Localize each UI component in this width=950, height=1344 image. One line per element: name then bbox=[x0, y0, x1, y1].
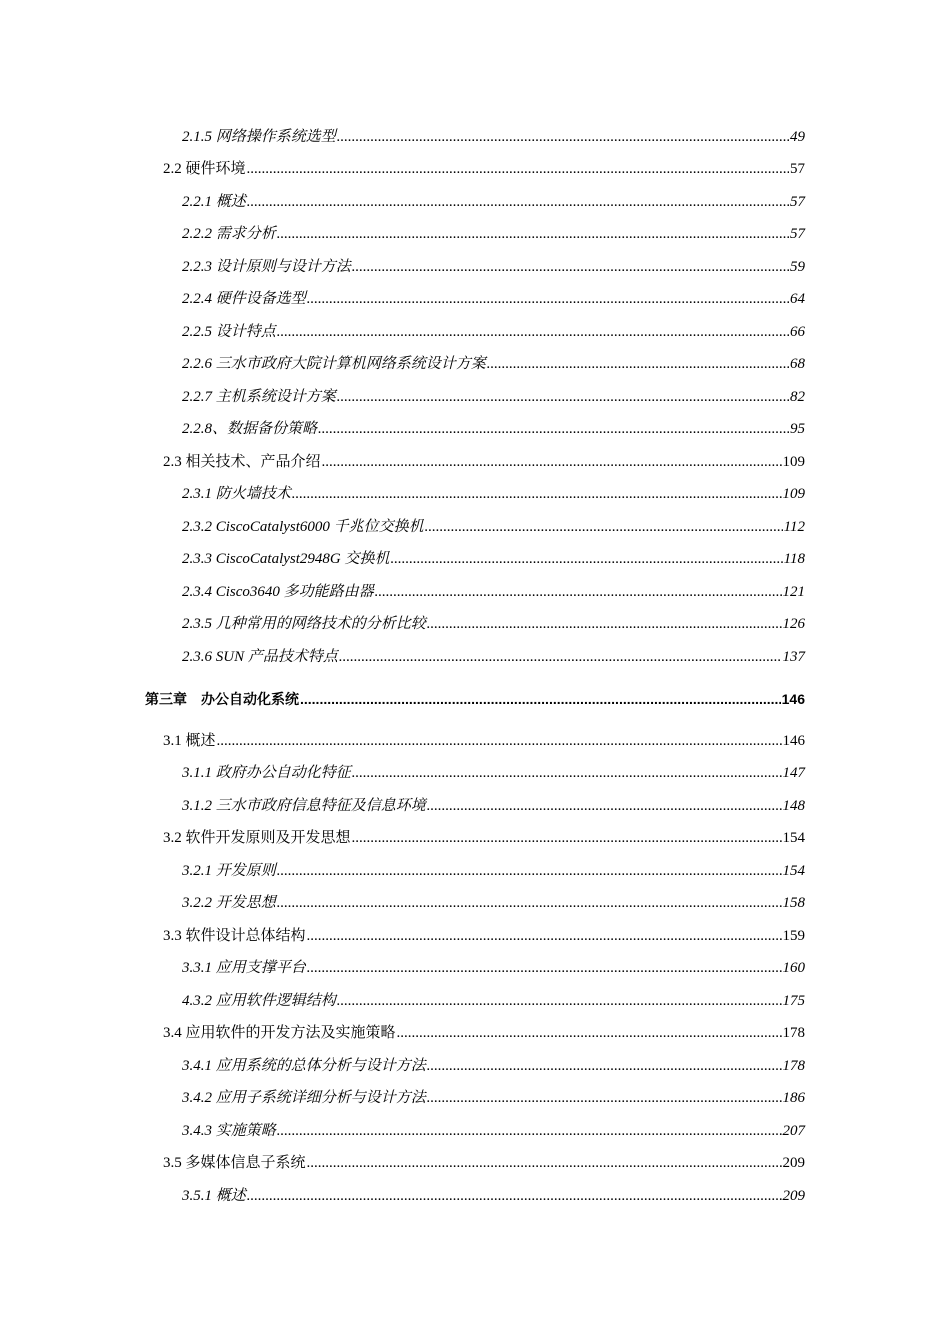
toc-entry[interactable] bbox=[182, 484, 805, 504]
toc-entry[interactable] bbox=[182, 387, 805, 407]
toc-entry-title: 2.3.4 Cisco3640 多功能路由器 bbox=[182, 584, 374, 600]
toc-entry[interactable] bbox=[182, 614, 805, 634]
toc-entry[interactable] bbox=[163, 926, 805, 946]
toc-dot-leader bbox=[322, 452, 782, 472]
toc-entry[interactable] bbox=[182, 1056, 805, 1076]
toc-entry-title: 3.4.1 应用系统的总体分析与设计方法 bbox=[182, 1058, 426, 1074]
toc-entry[interactable] bbox=[163, 159, 805, 179]
toc-entry-page: 68 bbox=[790, 356, 805, 372]
toc-entry-title: 2.2.4 硬件设备选型 bbox=[182, 291, 306, 307]
toc-dot-leader bbox=[352, 828, 782, 848]
toc-entry-title: 3.4 应用软件的开发方法及实施策略 bbox=[163, 1025, 396, 1041]
toc-dot-leader bbox=[307, 289, 789, 309]
toc-entry[interactable] bbox=[182, 192, 805, 212]
toc-entry-title: 3.3.1 应用支撑平台 bbox=[182, 960, 306, 976]
toc-dot-leader bbox=[247, 159, 789, 179]
toc-entry-title: 2.3.6 SUN 产品技术特点 bbox=[182, 649, 338, 665]
toc-entry-title: 2.2.5 设计特点 bbox=[182, 324, 276, 340]
toc-dot-leader bbox=[375, 582, 782, 602]
toc-entry[interactable] bbox=[182, 419, 805, 439]
toc-dot-leader bbox=[427, 614, 782, 634]
toc-dot-leader bbox=[339, 647, 782, 667]
toc-entry[interactable] bbox=[182, 1121, 805, 1141]
toc-entry[interactable] bbox=[182, 958, 805, 978]
toc-dot-leader bbox=[427, 796, 782, 816]
toc-entry-title: 2.2.3 设计原则与设计方法 bbox=[182, 259, 351, 275]
toc-entry-title: 3.1.1 政府办公自动化特征 bbox=[182, 765, 351, 781]
toc-entry-page: 159 bbox=[782, 928, 805, 944]
toc-entry-page: 178 bbox=[782, 1025, 805, 1041]
toc-entry-page: 137 bbox=[782, 649, 805, 665]
toc-dot-leader bbox=[277, 893, 782, 913]
toc-dot-leader bbox=[277, 1121, 782, 1141]
toc-entry-title: 2.3.1 防火墙技术 bbox=[182, 486, 291, 502]
toc-entry[interactable] bbox=[182, 127, 805, 147]
toc-entry-page: 147 bbox=[782, 765, 805, 781]
toc-entry-page: 57 bbox=[790, 194, 805, 210]
toc-dot-leader bbox=[397, 1023, 782, 1043]
toc-entry[interactable] bbox=[163, 452, 805, 472]
toc-entry[interactable] bbox=[182, 322, 805, 342]
toc-entry-page: 126 bbox=[782, 616, 805, 632]
toc-entry-title: 2.3.3 CiscoCatalyst2948G 交换机 bbox=[182, 551, 390, 567]
toc-entry-page: 186 bbox=[782, 1090, 805, 1106]
toc-entry[interactable] bbox=[182, 257, 805, 277]
toc-dot-leader bbox=[487, 354, 789, 374]
toc-entry-title: 2.2.7 主机系统设计方案 bbox=[182, 389, 336, 405]
toc-entry-page: 82 bbox=[790, 389, 805, 405]
toc-entry-page: 158 bbox=[782, 895, 805, 911]
toc-entry-title: 2.3 相关技术、产品介绍 bbox=[163, 454, 321, 470]
toc-entry-page: 95 bbox=[790, 421, 805, 437]
toc-entry[interactable] bbox=[182, 224, 805, 244]
toc-entry-title: 2.2.1 概述 bbox=[182, 194, 246, 210]
toc-entry-page: 57 bbox=[790, 161, 805, 177]
toc-entry-page: 109 bbox=[782, 454, 805, 470]
toc-entry-title: 4.3.2 应用软件逻辑结构 bbox=[182, 993, 336, 1009]
toc-dot-leader bbox=[307, 1153, 782, 1173]
toc-entry-page: 64 bbox=[790, 291, 805, 307]
toc-dot-leader bbox=[391, 549, 783, 569]
toc-entry-title: 2.3.2 CiscoCatalyst6000 千兆位交换机 bbox=[182, 519, 424, 535]
toc-entry-page: 175 bbox=[782, 993, 805, 1009]
toc-dot-leader bbox=[217, 731, 782, 751]
toc-dot-leader bbox=[247, 192, 789, 212]
toc-entry[interactable] bbox=[182, 893, 805, 913]
toc-entry-page: 209 bbox=[782, 1155, 805, 1171]
toc-entry-title: 3.1 概述 bbox=[163, 733, 216, 749]
toc-dot-leader bbox=[277, 224, 789, 244]
toc-entry-page: 121 bbox=[782, 584, 805, 600]
toc-entry-title: 第三章 办公自动化系统 bbox=[145, 691, 299, 707]
toc-dot-leader bbox=[277, 861, 782, 881]
toc-dot-leader bbox=[307, 926, 782, 946]
toc-entry-page: 49 bbox=[790, 129, 805, 145]
toc-entry-page: 178 bbox=[782, 1058, 805, 1074]
toc-entry[interactable] bbox=[182, 647, 805, 667]
toc-dot-leader bbox=[318, 419, 789, 439]
toc-entry[interactable] bbox=[182, 354, 805, 374]
toc-entry[interactable] bbox=[182, 991, 805, 1011]
toc-dot-leader bbox=[300, 689, 781, 709]
toc-dot-leader bbox=[427, 1088, 782, 1108]
toc-entry-page: 209 bbox=[782, 1188, 805, 1204]
toc-entry-title: 2.2 硬件环境 bbox=[163, 161, 246, 177]
toc-entry-page: 57 bbox=[790, 226, 805, 242]
toc-entry-title: 2.2.6 三水市政府大院计算机网络系统设计方案 bbox=[182, 356, 486, 372]
toc-entry-title: 3.4.3 实施策略 bbox=[182, 1123, 276, 1139]
toc-entry[interactable] bbox=[182, 289, 805, 309]
toc-dot-leader bbox=[337, 127, 789, 147]
toc-entry-page: 109 bbox=[782, 486, 805, 502]
toc-entry-title: 3.4.2 应用子系统详细分析与设计方法 bbox=[182, 1090, 426, 1106]
toc-entry-page: 207 bbox=[782, 1123, 805, 1139]
toc-dot-leader bbox=[277, 322, 789, 342]
toc-entry-page: 112 bbox=[783, 519, 805, 535]
toc-dot-leader bbox=[352, 257, 789, 277]
toc-entry[interactable] bbox=[182, 763, 805, 783]
toc-entry[interactable] bbox=[182, 549, 805, 569]
toc-entry[interactable] bbox=[182, 517, 805, 537]
toc-entry-title: 3.1.2 三水市政府信息特征及信息环境 bbox=[182, 798, 426, 814]
toc-entry-title: 3.2.1 开发原则 bbox=[182, 863, 276, 879]
toc-entry-page: 66 bbox=[790, 324, 805, 340]
toc-dot-leader bbox=[427, 1056, 782, 1076]
toc-entry[interactable] bbox=[163, 731, 805, 751]
toc-entry-page: 118 bbox=[783, 551, 805, 567]
toc-entry[interactable] bbox=[163, 828, 805, 848]
toc-entry-title: 3.3 软件设计总体结构 bbox=[163, 928, 306, 944]
toc-entry-page: 59 bbox=[790, 259, 805, 275]
toc-dot-leader bbox=[337, 991, 782, 1011]
toc-entry-title: 2.2.8、数据备份策略 bbox=[182, 421, 318, 437]
toc-entry[interactable] bbox=[163, 1153, 805, 1173]
toc-entry[interactable] bbox=[182, 1088, 805, 1108]
toc-entry-title: 3.5.1 概述 bbox=[182, 1188, 246, 1204]
toc-entry-title: 2.3.5 几种常用的网络技术的分析比较 bbox=[182, 616, 426, 632]
toc-dot-leader bbox=[352, 763, 782, 783]
toc-entry-page: 148 bbox=[782, 798, 805, 814]
toc-entry-title: 2.2.2 需求分析 bbox=[182, 226, 276, 242]
toc-entry[interactable] bbox=[182, 861, 805, 881]
toc-entry[interactable] bbox=[163, 1023, 805, 1043]
toc-entry[interactable] bbox=[182, 1186, 805, 1206]
toc-entry-title: 3.2 软件开发原则及开发思想 bbox=[163, 830, 351, 846]
toc-entry-title: 3.2.2 开发思想 bbox=[182, 895, 276, 911]
toc-entry-page: 146 bbox=[782, 733, 805, 749]
toc-dot-leader bbox=[337, 387, 789, 407]
toc-entry-page: 154 bbox=[782, 863, 805, 879]
toc-entry-page: 146 bbox=[781, 691, 805, 707]
toc-dot-leader bbox=[425, 517, 783, 537]
toc-entry[interactable] bbox=[182, 796, 805, 816]
toc-entry-title: 2.1.5 网络操作系统选型 bbox=[182, 129, 336, 145]
toc-dot-leader bbox=[247, 1186, 782, 1206]
toc-chapter-entry[interactable] bbox=[145, 689, 805, 709]
toc-entry-page: 160 bbox=[782, 960, 805, 976]
toc-dot-leader bbox=[307, 958, 782, 978]
toc-dot-leader bbox=[292, 484, 782, 504]
toc-entry-page: 154 bbox=[782, 830, 805, 846]
toc-entry-title: 3.5 多媒体信息子系统 bbox=[163, 1155, 306, 1171]
toc-entry[interactable] bbox=[182, 582, 805, 602]
